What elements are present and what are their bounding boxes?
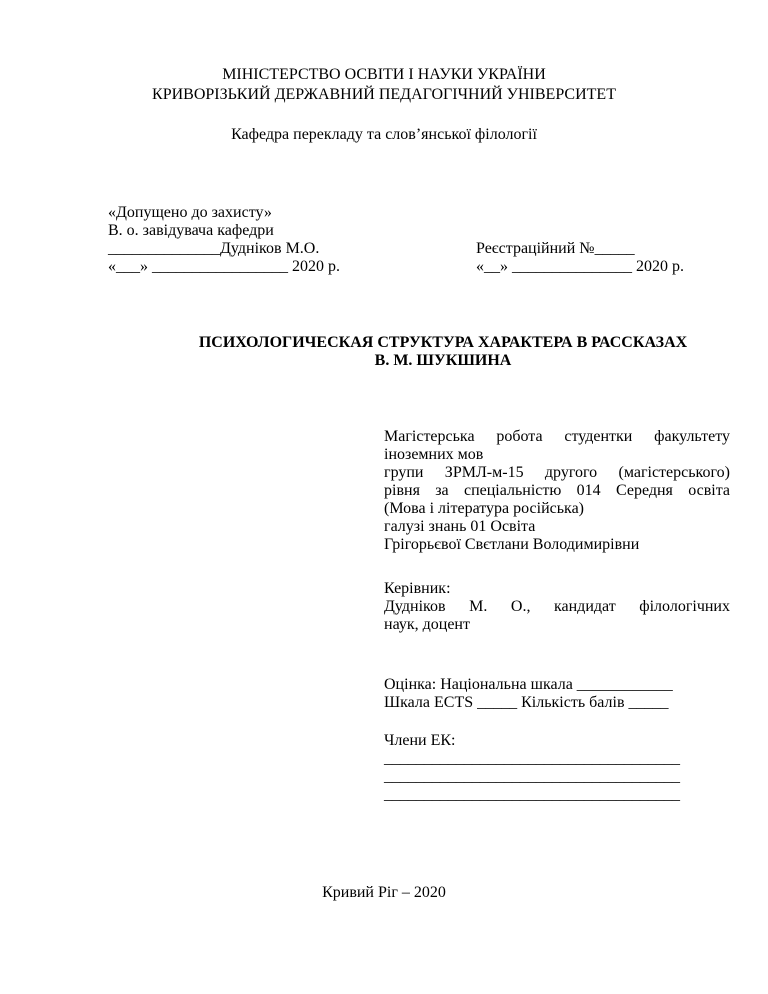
national-scale-line: Оцінка: Національна шкала ____________ (384, 676, 673, 693)
commission-label: Члени ЕК: (384, 732, 456, 749)
work-info-line: Магістерська робота студентки факультету (384, 428, 730, 445)
head-signature-line: ______________Дудніков М.О. (108, 240, 320, 257)
commission-signature-line: _____________________________________ (384, 786, 680, 803)
work-info-line: групи ЗРМЛ-м-15 другого (магістерського) (384, 464, 730, 481)
work-info-line: іноземних мов (384, 446, 484, 463)
ministry-heading: МІНІСТЕРСТВО ОСВІТИ І НАУКИ УКРАЇНИ (222, 66, 546, 83)
acting-head-label: В. о. завідувача кафедри (108, 222, 274, 239)
work-info-block (384, 428, 730, 554)
department-heading: Кафедра перекладу та слов’янської філології (231, 126, 537, 143)
registration-date-right: «__» _______________ 2020 р. (476, 258, 684, 275)
work-info-line: галузі знань 01 Освіта (384, 518, 536, 535)
commission-block (384, 732, 730, 804)
city-year-footer: Кривий Ріг – 2020 (322, 884, 446, 901)
supervisor-block (384, 580, 730, 634)
supervisor-line: наук, доцент (384, 616, 470, 633)
work-info-line: рівня за спеціальністю 014 Середня освіта (384, 482, 730, 499)
admitted-label: «Допущено до захисту» (108, 204, 272, 221)
supervisor-label: Керівник: (384, 580, 451, 597)
thesis-title-line1: ПСИХОЛОГИЧЕСКАЯ СТРУКТУРА ХАРАКТЕРА В РАССКАЗАХ (198, 334, 688, 351)
supervisor-line: Дудніков М. О., кандидат філологічних (384, 598, 730, 615)
work-info-line: (Мова і література російська) (384, 500, 585, 517)
commission-signature-line: _____________________________________ (384, 750, 680, 767)
thesis-title-line2: В. М. ШУКШИНА (374, 352, 512, 369)
approval-date-left: «___» _________________ 2020 р. (108, 258, 340, 275)
university-heading: КРИВОРІЗЬКИЙ ДЕРЖАВНИЙ ПЕДАГОГІЧНИЙ УНІВЕРСИТЕТ (152, 86, 616, 103)
grading-block (384, 676, 730, 712)
student-name: Грігорьєвої Свєтлани Володимирівни (384, 536, 640, 553)
commission-signature-line: _____________________________________ (384, 768, 680, 785)
ects-scale-line: Шкала ECTS _____ Кількість балів _____ (384, 694, 669, 711)
registration-number-line: Реєстраційний №_____ (476, 240, 635, 257)
